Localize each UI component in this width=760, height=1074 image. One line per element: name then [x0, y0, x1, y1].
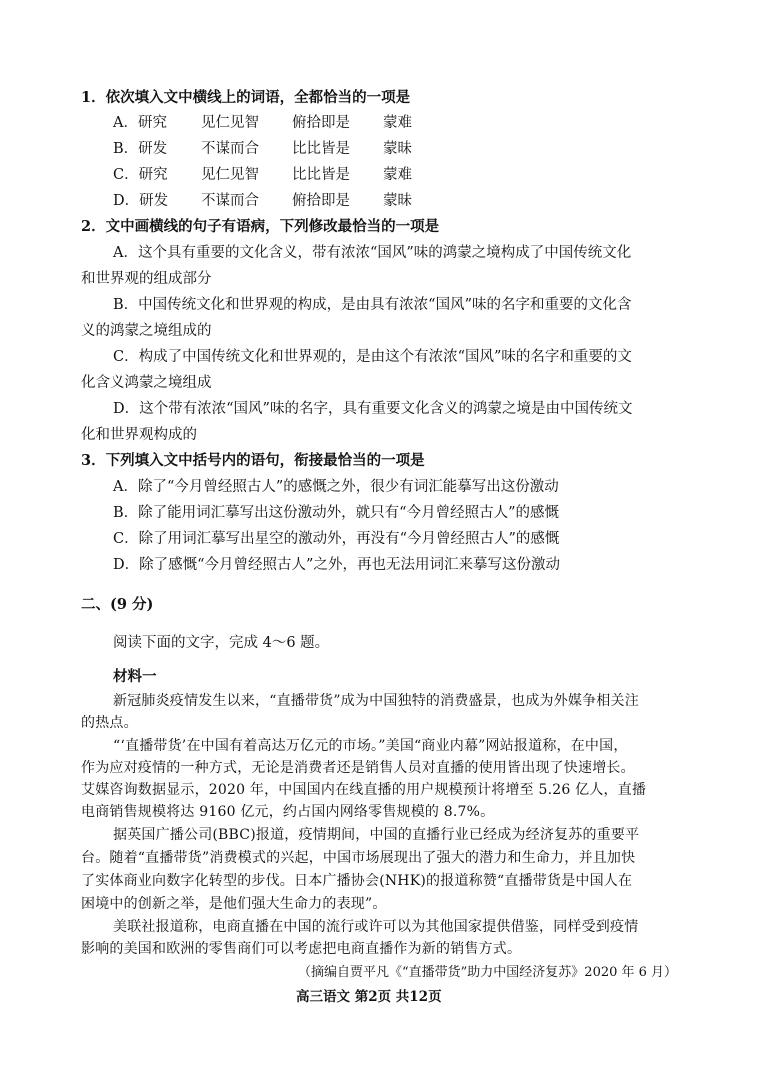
q3-stem: 3．下列填入文中括号内的语句，衔接最恰当的一项是 — [81, 452, 425, 469]
material-paragraph-4-line1: 美联社报道称，电商直播在中国的流行或许可以为其他国家提供借鉴，同样受到疫情 — [113, 919, 639, 935]
q1-option-a — [113, 114, 412, 132]
q1-b-word2: 比比皆是 — [292, 141, 350, 157]
material-paragraph-2-line3: 艾媒咨询数据显示，2020 年，中国国内在线直播的用户规模预计将增至 5.26 亿人，直播 — [81, 782, 647, 798]
material-paragraph-1-line2: 的热点。 — [81, 715, 138, 731]
q2-option-b-line2: 义的鸿蒙之境组成的 — [81, 323, 212, 339]
q1-a-word2: 俯拾即是 — [292, 115, 350, 131]
q2-option-d-line1: D．这个带有浓浓“国风”味的名字，具有重要文化含义的鸿蒙之境是由中国传统文 — [113, 401, 633, 417]
q1-c-word3: 蒙难 — [383, 167, 412, 183]
q1-b-word3: 蒙昧 — [383, 141, 412, 157]
q2-option-a-line1: A．这个具有重要的文化含义，带有浓浓“国风”味的鸿蒙之境构成了中国传统文化 — [113, 245, 632, 261]
q1-d-word1: 不谋而合 — [201, 193, 259, 209]
q2-stem: 2．文中画横线的句子有语病，下列修改最恰当的一项是 — [81, 218, 440, 235]
q1-c-word1: 见仁见智 — [201, 167, 259, 183]
q2-option-a-line2: 和世界观的组成部分 — [81, 271, 212, 287]
reading-instruction: 阅读下面的文字，完成 4～6 题。 — [113, 635, 330, 651]
q1-a-label: A．研究 — [113, 115, 167, 131]
q3-option-b: B．除了能用词汇摹写出这份激动外，就只有“今月曾经照古人”的感慨 — [113, 505, 559, 521]
q1-d-word3: 蒙昧 — [383, 193, 412, 209]
material-paragraph-2-line2: 作为应对疫情的一种方式，无论是消费者还是销售人员对直播的使用皆出现了快速增长。 — [81, 760, 635, 776]
q3-option-d: D．除了感慨“今月曾经照古人”之外，再也无法用词汇来摹写这份激动 — [113, 557, 560, 573]
page-footer: 高三语文 第2页 共12页 — [296, 989, 442, 1005]
material-paragraph-3-line3: 了实体商业向数字化转型的步伐。日本广播协会(NHK)的报道称赞“直播带货是中国人在 — [81, 873, 633, 889]
q2-option-c-line1: C．构成了中国传统文化和世界观的，是由这个有浓浓“国风”味的名字和重要的文 — [113, 349, 632, 365]
q2-option-b-line1: B．中国传统文化和世界观的构成，是由具有浓浓“国风”味的名字和重要的文化含 — [113, 297, 632, 313]
q1-b-label: B．研发 — [113, 141, 168, 157]
q1-a-word1: 见仁见智 — [201, 115, 259, 131]
q1-option-c — [113, 166, 412, 184]
material-paragraph-2-line1: “‘直播带货’在中国有着高达万亿元的市场。”美国“商业内幕”网站报道称，在中国， — [113, 738, 628, 754]
material-paragraph-3-line2: 台。随着“直播带货”消费模式的兴起，中国市场展现出了强大的潜力和生命力，并且加快 — [81, 850, 636, 866]
q1-d-label: D．研发 — [113, 193, 169, 209]
q1-stem: 1．依次填入文中横线上的词语，全都恰当的一项是 — [81, 89, 411, 106]
q1-c-label: C．研究 — [113, 167, 168, 183]
q1-option-d — [113, 192, 412, 210]
q1-a-word3: 蒙难 — [383, 115, 412, 131]
q1-option-b — [113, 140, 412, 158]
q2-option-d-line2: 化和世界观构成的 — [81, 427, 197, 443]
q1-b-word1: 不谋而合 — [201, 141, 259, 157]
material-paragraph-3-line1: 据英国广播公司(BBC)报道，疫情期间，中国的直播行业已经成为经济复苏的重要平 — [113, 827, 640, 843]
material-paragraph-4-line2: 影响的美国和欧洲的零售商们可以考虑把电商直播作为新的销售方式。 — [81, 941, 522, 957]
material-paragraph-2-line4: 电商销售规模将达 9160 亿元，约占国内网络零售规模的 8.7%。 — [81, 804, 495, 820]
q1-d-word2: 俯拾即是 — [292, 193, 350, 209]
q3-option-a: A．除了“今月曾经照古人”的感慨之外，很少有词汇能摹写出这份激动 — [113, 479, 559, 495]
q1-c-word2: 比比皆是 — [292, 167, 350, 183]
section-heading: 二、(9 分) — [81, 596, 154, 613]
material-paragraph-3-line4: 困境中的创新之举，是他们强大生命力的表现”。 — [81, 896, 387, 912]
material-source: （摘编自贾平凡《“直播带货”助力中国经济复苏》2020 年 6 月） — [298, 965, 678, 980]
q3-option-c: C．除了用词汇摹写出星空的激动外，再没有“今月曾经照古人”的感慨 — [113, 531, 560, 547]
material-title: 材料一 — [113, 668, 157, 685]
material-paragraph-1-line1: 新冠肺炎疫情发生以来，“直播带货”成为中国独特的消费盛景，也成为外媒争相关注 — [113, 693, 639, 709]
q2-option-c-line2: 化含义鸿蒙之境组成 — [81, 375, 212, 391]
